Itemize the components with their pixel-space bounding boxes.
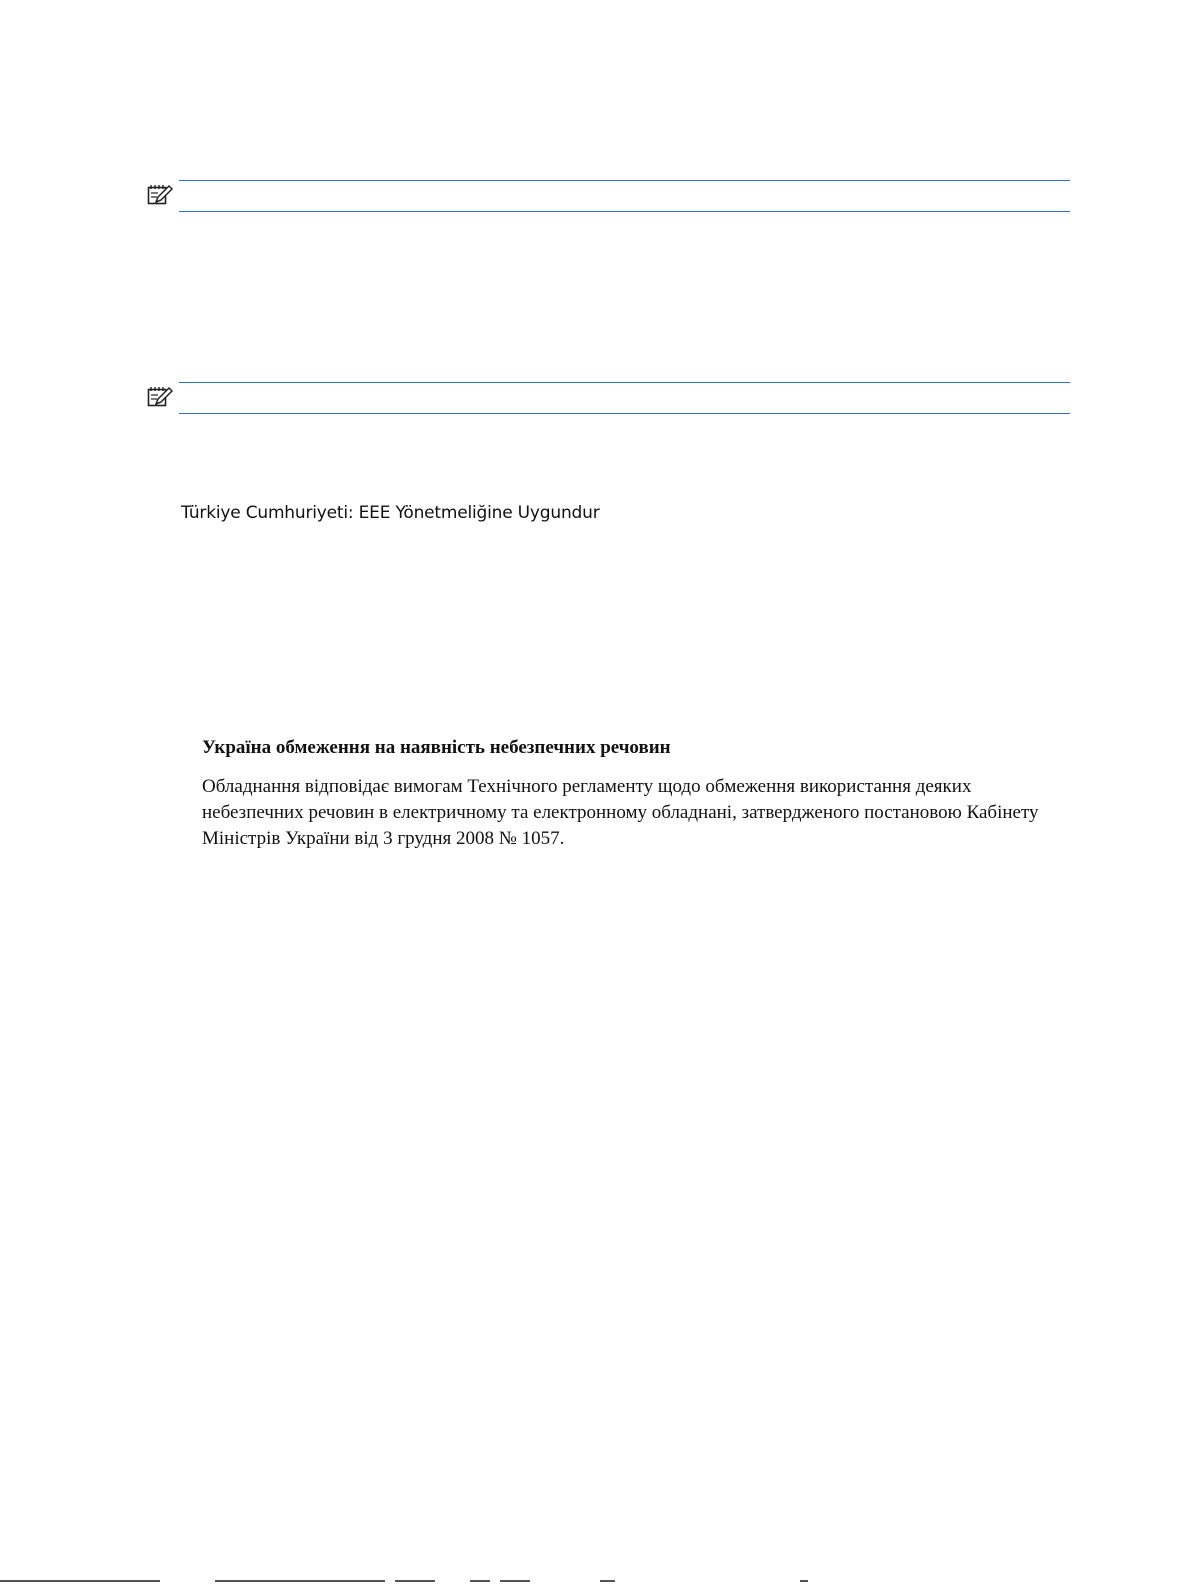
ukraine-rohs-line: Обладнання відповідає вимогам Технічного регламенту щодо обмеження використання деяких (202, 776, 972, 797)
note-pencil-icon (147, 386, 173, 408)
note-rule-bottom (179, 413, 1070, 414)
ukraine-rohs-section (202, 737, 1072, 852)
note-rule-top (179, 180, 1070, 181)
note-pencil-icon (147, 184, 173, 206)
note-rule-top (179, 382, 1070, 383)
ukraine-rohs-title: Україна обмеження на наявність небезпечних речовин (202, 737, 671, 758)
turkey-compliance-text: Türkiye Cumhuriyeti: EEE Yönetmeliğine Uygundur (181, 503, 600, 523)
note-box-2 (147, 382, 1070, 414)
note-box-1 (147, 180, 1070, 212)
note-rule-bottom (179, 211, 1070, 212)
ukraine-rohs-line: небезпечних речовин в електричному та електронному обладнані, затвердженого постановою Кабінету (202, 802, 1039, 823)
ukraine-rohs-body (202, 774, 1072, 852)
scan-artifact-strip (0, 1577, 1190, 1585)
ukraine-rohs-line: Міністрів України від 3 грудня 2008 № 1057. (202, 828, 565, 849)
